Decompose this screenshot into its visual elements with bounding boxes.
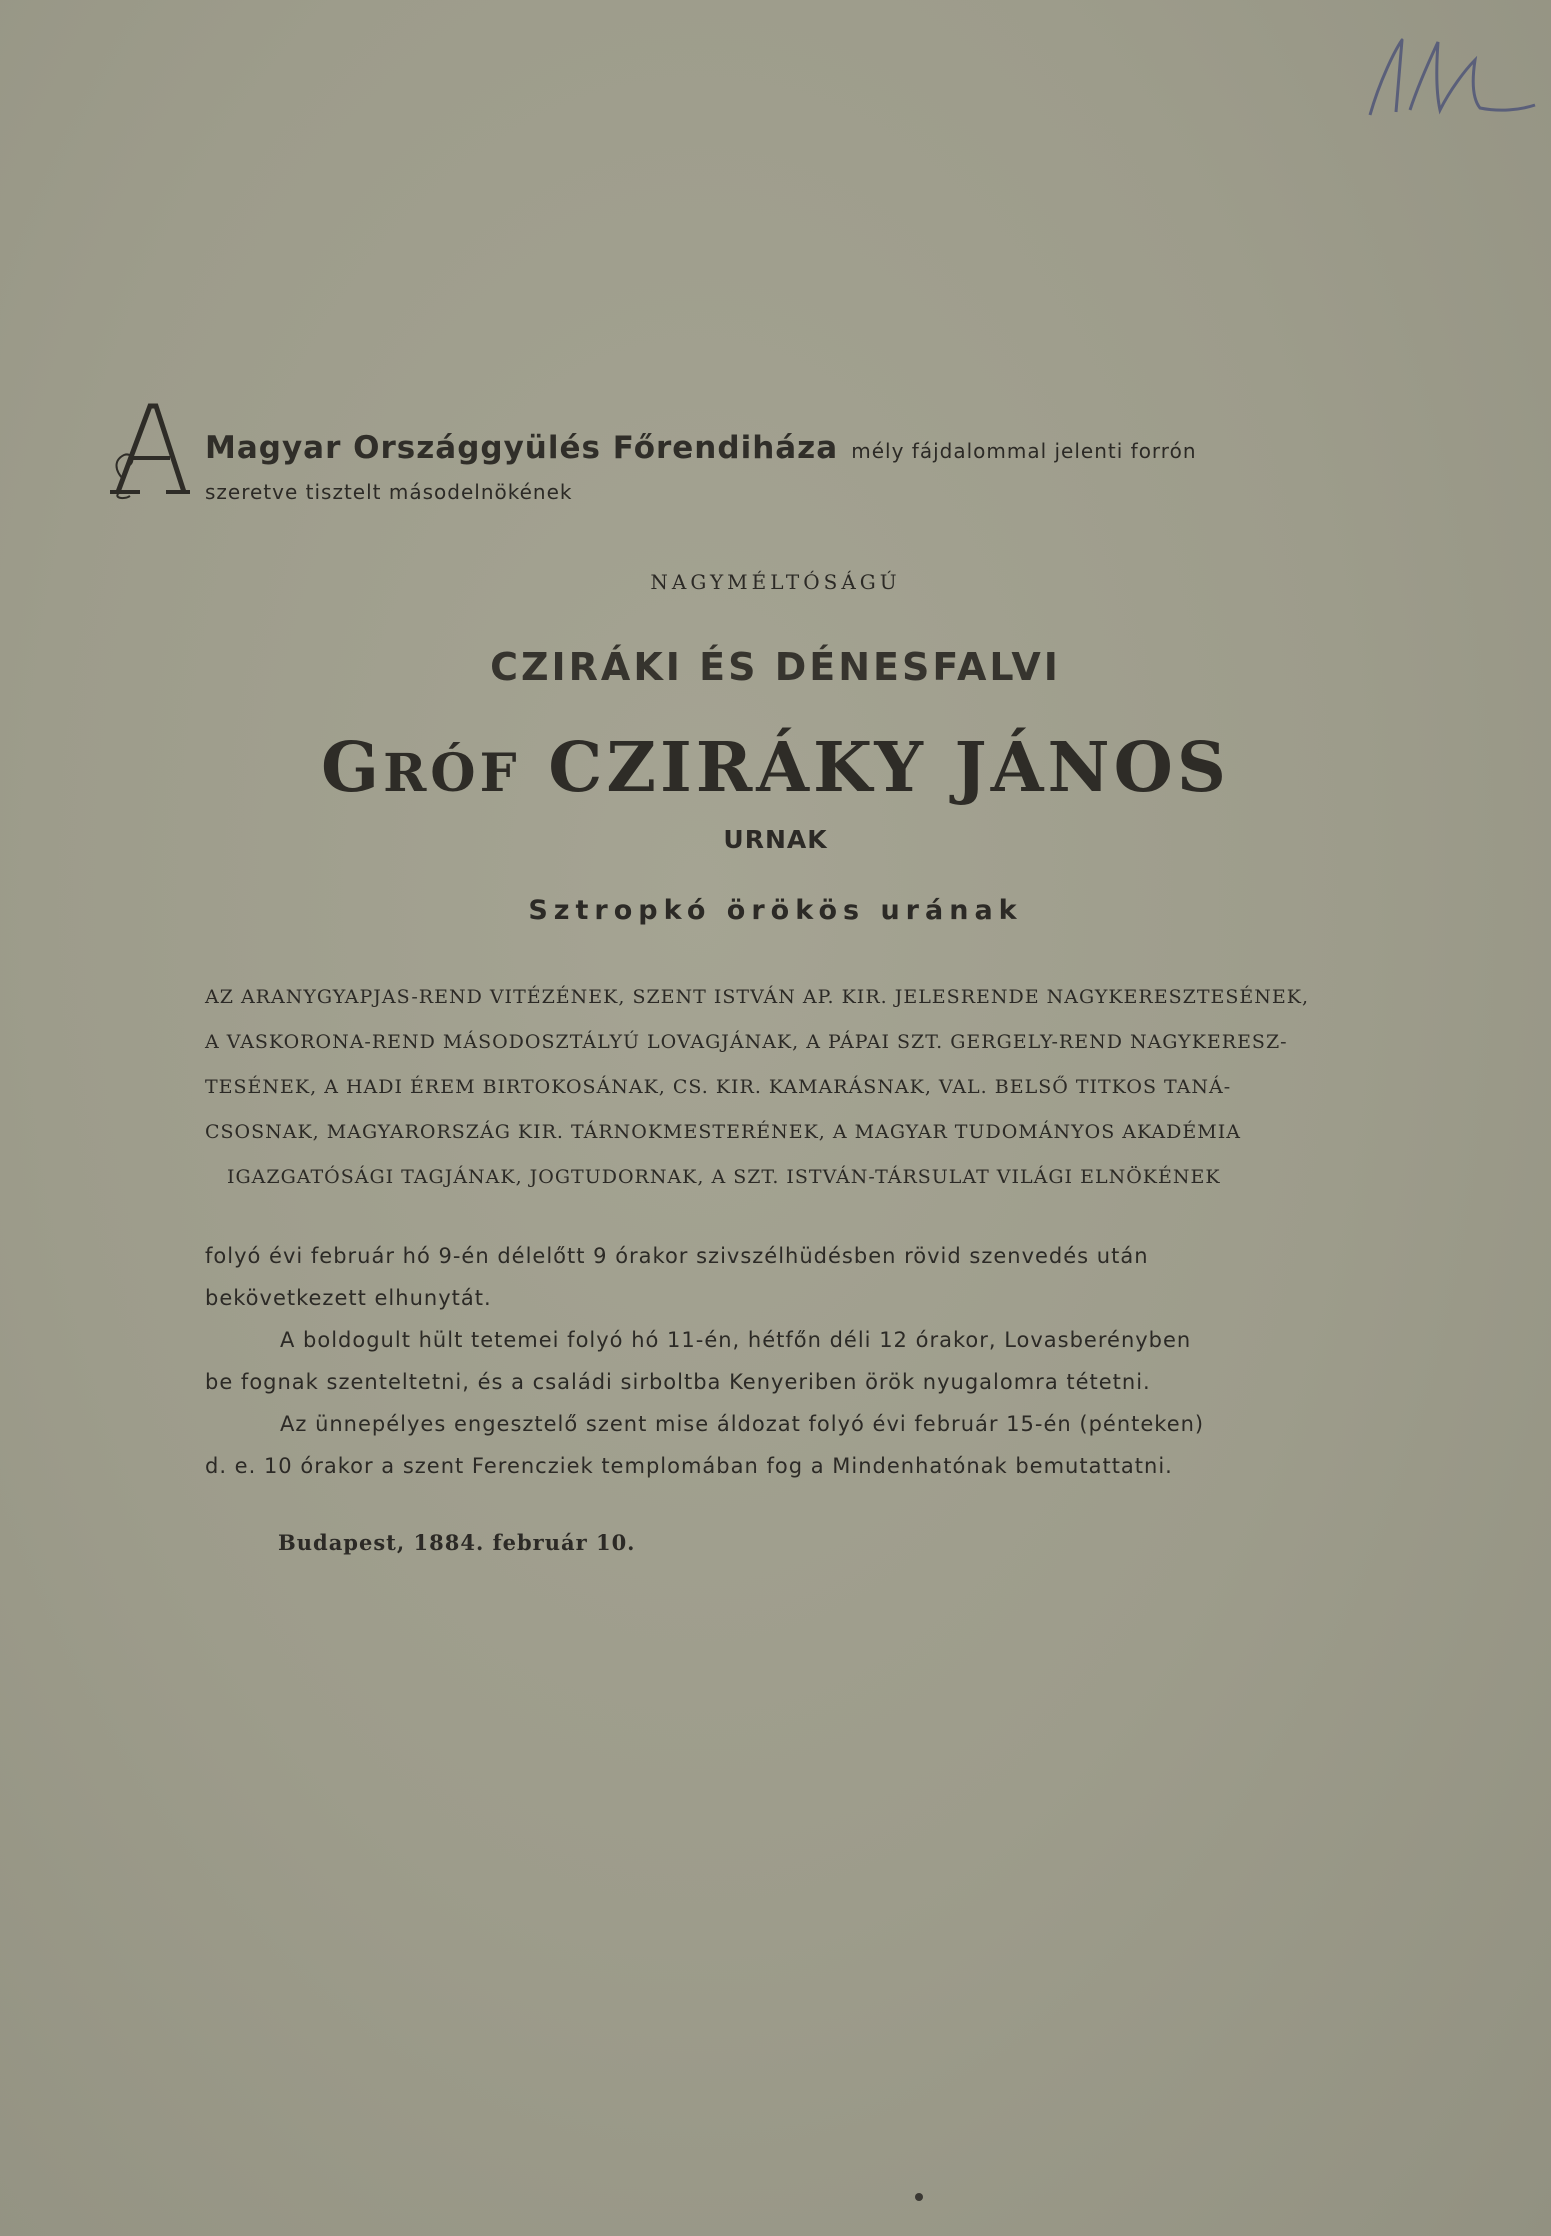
full-name: CZIRÁKY JÁNOS [548, 728, 1230, 808]
titles-list [205, 975, 1309, 1200]
lead-line-1-rest: mély fájdalommal jelenti forrón [851, 439, 1197, 463]
body-line: Az ünnepélyes engesztelő szent mise áldozat folyó évi február 15-én (pénteken) [280, 1412, 1205, 1436]
lead-line-1 [205, 430, 1197, 466]
ornamental-initial [110, 400, 190, 500]
titles-line: AZ ARANYGYAPJAS-REND VITÉZÉNEK, SZENT ISTVÁN AP. KIR. JELESRENDE NAGYKERESZTESÉNEK, [205, 986, 1309, 1008]
honorific: NAGYMÉLTÓSÁGÚ [650, 570, 901, 594]
titles-line: A VASKORONA-REND MÁSODOSZTÁLYÚ LOVAGJÁNAK, A PÁPAI SZT. GERGELY-REND NAGYKERESZ- [205, 1031, 1288, 1053]
svg-text:A: A [144, 448, 145, 449]
nobility-prefix: CZIRÁKI ÉS DÉNESFALVI [490, 645, 1061, 689]
body-line: folyó évi február hó 9-én délelőtt 9 órakor szivszélhüdésben rövid szenvedés után [205, 1244, 1149, 1268]
body-line: bekövetkezett elhunytát. [205, 1286, 492, 1310]
urnak-label: URNAK [723, 825, 828, 854]
announcement-body [205, 1235, 1275, 1487]
lordship-line: Sztropkó örökös urának [528, 895, 1023, 926]
body-line: A boldogult hült tetemei folyó hó 11-én, hétfőn déli 12 órakor, Lovasberényben [280, 1328, 1192, 1352]
lead-line-2: szeretve tisztelt másodelnökének [205, 480, 573, 504]
issuer-name: Magyar Országgyülés Főrendiháza [205, 430, 839, 466]
titles-line: TESÉNEK, A HADI ÉREM BIRTOKOSÁNAK, CS. KIR. KAMARÁSNAK, VAL. BELSŐ TITKOS TANÁ- [205, 1076, 1232, 1098]
titles-line: IGAZGATÓSÁGI TAGJÁNAK, JOGTUDORNAK, A SZT. ISTVÁN-TÁRSULAT VILÁGI ELNÖKÉNEK [227, 1166, 1221, 1188]
archive-mark [1340, 20, 1540, 130]
place-and-date: Budapest, 1884. február 10. [278, 1530, 636, 1555]
body-line: be fognak szenteltetni, és a családi sirboltba Kenyeriben örök nyugalomra tétetni. [205, 1370, 1151, 1394]
deceased-name [0, 728, 1551, 808]
titles-line: CSOSNAK, MAGYARORSZÁG KIR. TÁRNOKMESTERÉNEK, A MAGYAR TUDOMÁNYOS AKADÉMIA [205, 1121, 1241, 1143]
title-rest: RÓF [383, 743, 521, 804]
body-line: d. e. 10 órakor a szent Ferencziek templomában fog a Mindenhatónak bemutattatni. [205, 1454, 1173, 1478]
title-initial: G [321, 728, 384, 808]
ink-dot [915, 2193, 923, 2201]
